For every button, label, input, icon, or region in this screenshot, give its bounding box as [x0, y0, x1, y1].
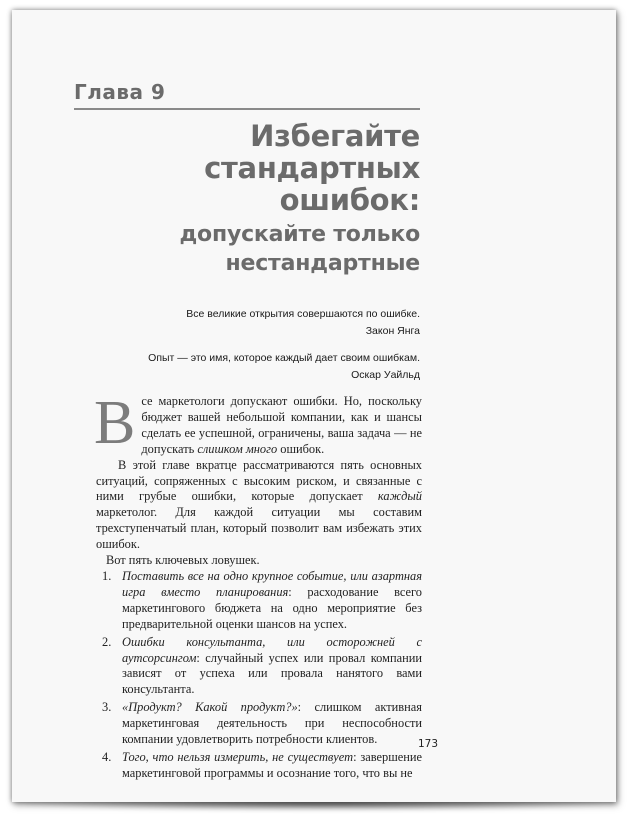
page-number: 173 — [418, 738, 439, 750]
epigraph-author: Закон Янга — [365, 325, 420, 337]
book-page — [12, 10, 616, 802]
list-item — [96, 569, 422, 633]
list-number: 3. — [102, 700, 112, 715]
intro-emphasis: слишком много — [197, 441, 278, 456]
body-text — [94, 389, 423, 784]
list-number: 2. — [102, 634, 112, 649]
list-item — [96, 635, 422, 699]
epigraph-2 — [60, 350, 420, 384]
list-item — [96, 700, 422, 748]
list-intro: Вот пять ключевых ловушек. — [106, 553, 260, 568]
para2-text-end: маркетолог. Для каждой ситуации мы составим трехступенчатый план, который позволит вам избежать этих ошибок. — [96, 505, 422, 552]
epigraph-1 — [60, 306, 420, 340]
epigraph-quote: Опыт — это имя, которое каждый дает своим ошибкам. — [148, 352, 420, 364]
epigraph-quote: Все великие открытия совершаются по ошибке. — [186, 308, 420, 320]
intro-text-end: ошибок. — [277, 441, 325, 456]
chapter-title — [40, 120, 420, 278]
list-item — [96, 750, 422, 782]
drop-cap: В — [94, 389, 136, 457]
trap-text: : расходование всего маркетингового бюджета на одно мероприятие без предварительной оценки шансов на успех. — [122, 584, 423, 631]
trap-title: «Продукт? Какой продукт?» — [122, 700, 298, 715]
trap-title: Поставить все на одно крупное событие, или азартная игра вместо планирования — [122, 568, 422, 599]
list-number: 4. — [102, 749, 112, 764]
para2-emphasis: каждый — [377, 489, 422, 504]
title-line-2: ошибок: — [279, 183, 420, 217]
trap-title: Ошибки консультанта, или осторожней с аутсорсингом — [122, 634, 422, 665]
subtitle-line-1: допускайте только — [179, 222, 420, 247]
title-line-1: Избегайте стандартных — [204, 119, 420, 185]
trap-title: Того, что нельзя измерить, не существует — [122, 749, 354, 764]
subtitle-line-2: нестандартные — [225, 251, 420, 276]
epigraph-author: Оскар Уайльд — [351, 369, 420, 381]
traps-list — [96, 569, 422, 782]
intro-paragraph — [94, 389, 422, 458]
intro-text: се маркетологи допускают ошибки. Но, поскольку бюджет вашей небольшой компании, как и шансы сделать ее успешной, ограничены, ваша задача — не допускать — [141, 394, 422, 456]
chapter-rule — [74, 108, 420, 110]
chapter-label: Глава 9 — [74, 80, 166, 104]
paragraph-2 — [96, 458, 422, 553]
trap-text: : завершение маркетинговой программы и осознание того, что вы не — [122, 749, 422, 780]
para2-text: В этой главе вкратце рассматриваются пять основных ситуаций, сопряженных с высоким риском, и связанные с ними грубые ошибки, которые допускает — [96, 457, 422, 504]
trap-text: : случайный успех или провал компании зависят от успеха или провала нанятого вами консультанта. — [122, 650, 422, 697]
list-number: 1. — [102, 568, 112, 583]
trap-text: : слишком активная маркетинговая деятельность при неспособности компании удовлетворить потребности клиентов. — [122, 700, 422, 747]
